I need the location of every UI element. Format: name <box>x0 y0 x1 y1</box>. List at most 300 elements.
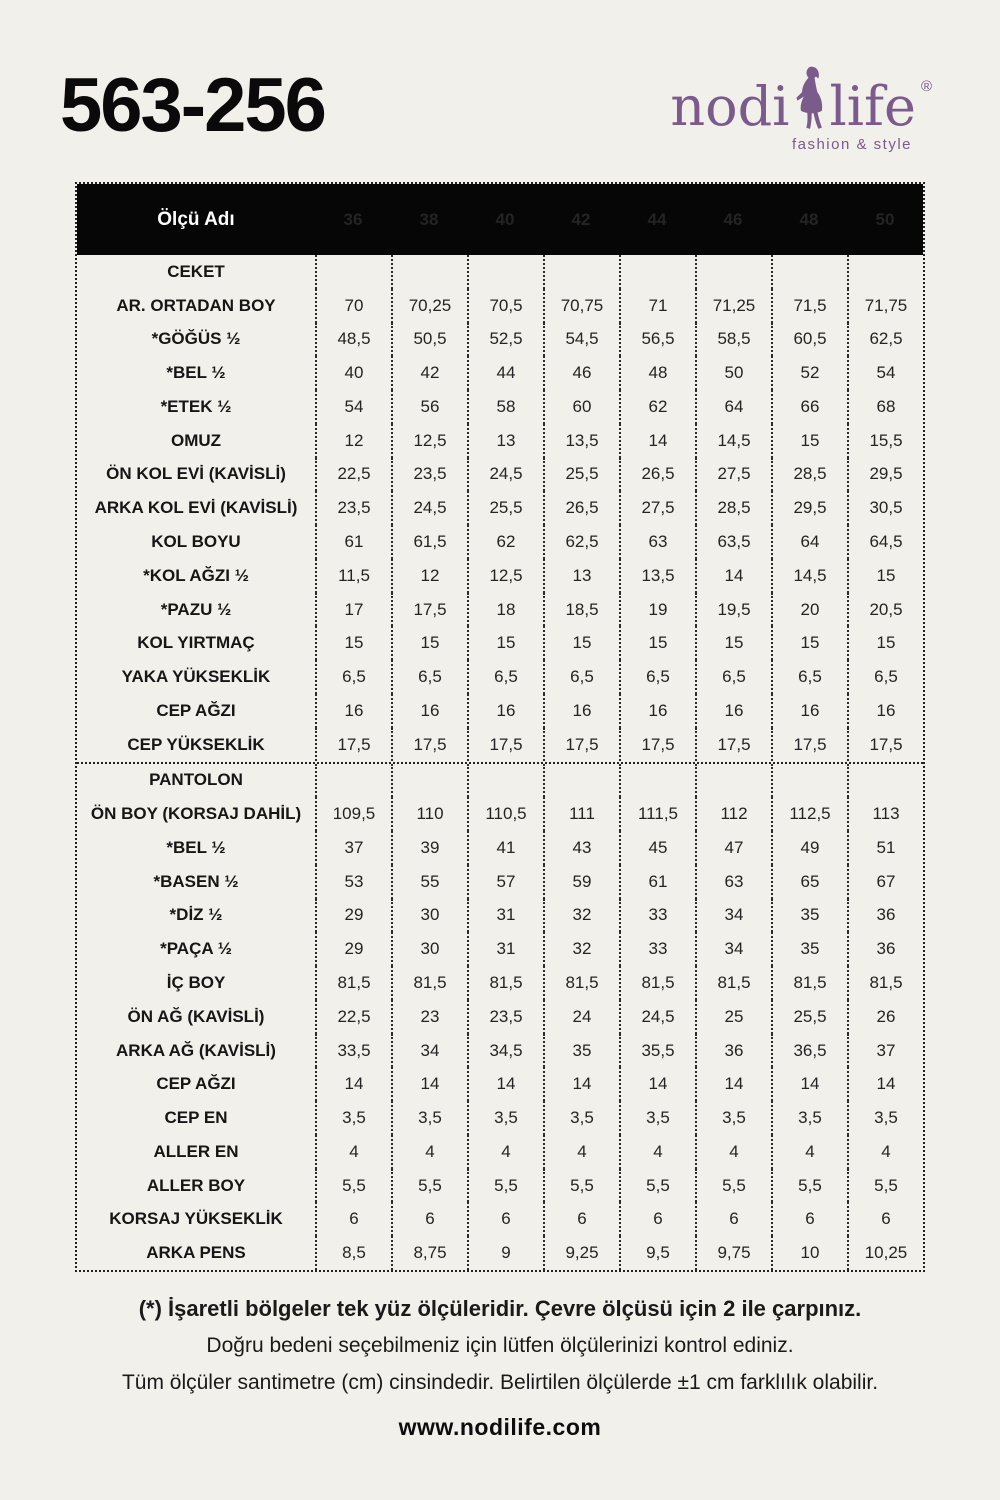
empty-cell <box>847 255 923 289</box>
cell-value: 81,5 <box>315 966 391 1000</box>
cell-value: 53 <box>315 865 391 899</box>
row-label: ARKA AĞ (KAVİSLİ) <box>116 1040 276 1060</box>
cell-value: 3,5 <box>391 1101 467 1135</box>
cell-value: 46 <box>543 356 619 390</box>
cell-value: 25,5 <box>467 491 543 525</box>
row-label: *BASEN ½ <box>153 871 239 891</box>
table-row <box>77 626 923 660</box>
empty-cell <box>543 764 619 798</box>
cell-value: 17,5 <box>619 728 695 762</box>
cell-value: 34 <box>391 1034 467 1068</box>
cell-value: 15,5 <box>847 424 923 458</box>
cell-value: 6 <box>771 1202 847 1236</box>
cell-value: 110,5 <box>467 797 543 831</box>
cell-value: 14 <box>619 424 695 458</box>
cell-value: 35 <box>771 932 847 966</box>
cell-value: 6,5 <box>619 660 695 694</box>
cell-value: 17,5 <box>315 728 391 762</box>
cell-value: 4 <box>847 1135 923 1169</box>
cell-value: 17,5 <box>847 728 923 762</box>
cell-value: 12,5 <box>467 559 543 593</box>
cell-value: 36 <box>695 1034 771 1068</box>
row-label: CEP AĞZI <box>156 700 236 720</box>
cell-value: 111 <box>543 797 619 831</box>
cell-value: 14 <box>847 1067 923 1101</box>
cell-value: 55 <box>391 865 467 899</box>
table-header <box>77 184 923 255</box>
row-label: CEP EN <box>164 1108 228 1128</box>
cell-value: 26,5 <box>619 458 695 492</box>
cell-value: 15 <box>391 626 467 660</box>
cell-value: 56 <box>391 390 467 424</box>
cell-value: 6,5 <box>391 660 467 694</box>
cell-value: 6,5 <box>543 660 619 694</box>
cell-value: 71,25 <box>695 289 771 323</box>
cell-value: 29,5 <box>771 491 847 525</box>
cell-value: 30 <box>391 899 467 933</box>
cell-value: 23,5 <box>467 1000 543 1034</box>
cell-value: 112 <box>695 797 771 831</box>
cell-value: 28,5 <box>771 458 847 492</box>
row-label: KOL BOYU <box>151 532 241 551</box>
cell-value: 14 <box>543 1067 619 1101</box>
cell-value: 44 <box>467 356 543 390</box>
empty-cell <box>391 764 467 798</box>
cell-value: 32 <box>543 932 619 966</box>
cell-value: 6 <box>467 1202 543 1236</box>
cell-value: 42 <box>391 356 467 390</box>
cell-value: 52,5 <box>467 323 543 357</box>
cell-value: 31 <box>467 932 543 966</box>
section-title-row <box>77 255 923 289</box>
empty-cell <box>619 764 695 798</box>
table-row <box>77 660 923 694</box>
cell-value: 35,5 <box>619 1034 695 1068</box>
cell-value: 62,5 <box>543 525 619 559</box>
cell-value: 16 <box>771 694 847 728</box>
cell-value: 4 <box>619 1135 695 1169</box>
table-row <box>77 559 923 593</box>
cell-value: 5,5 <box>695 1169 771 1203</box>
cell-value: 81,5 <box>619 966 695 1000</box>
cell-value: 15 <box>619 626 695 660</box>
cell-value: 23 <box>391 1000 467 1034</box>
cell-value: 30 <box>391 932 467 966</box>
cell-value: 13,5 <box>619 559 695 593</box>
cell-value: 81,5 <box>543 966 619 1000</box>
cell-value: 60 <box>543 390 619 424</box>
cell-value: 3,5 <box>315 1101 391 1135</box>
table-row <box>77 1236 923 1270</box>
row-label: *KOL AĞZI ½ <box>143 565 249 585</box>
cell-value: 81,5 <box>847 966 923 1000</box>
cell-value: 4 <box>315 1135 391 1169</box>
size-column-header: 46 <box>723 209 743 229</box>
cell-value: 61 <box>315 525 391 559</box>
cell-value: 16 <box>619 694 695 728</box>
empty-cell <box>771 764 847 798</box>
cell-value: 6 <box>695 1202 771 1236</box>
cell-value: 24,5 <box>391 491 467 525</box>
cell-value: 18 <box>467 593 543 627</box>
table-row <box>77 966 923 1000</box>
cell-value: 39 <box>391 831 467 865</box>
size-column-header: 38 <box>419 209 439 229</box>
empty-cell <box>467 255 543 289</box>
cell-value: 6 <box>391 1202 467 1236</box>
cell-value: 24,5 <box>619 1000 695 1034</box>
table-row <box>77 424 923 458</box>
empty-cell <box>391 255 467 289</box>
cell-value: 68 <box>847 390 923 424</box>
cell-value: 17,5 <box>771 728 847 762</box>
cell-value: 58 <box>467 390 543 424</box>
cell-value: 3,5 <box>619 1101 695 1135</box>
cell-value: 25 <box>695 1000 771 1034</box>
cell-value: 32 <box>543 899 619 933</box>
cell-value: 20 <box>771 593 847 627</box>
table-row <box>77 491 923 525</box>
size-column-header: 42 <box>571 209 591 229</box>
cell-value: 19,5 <box>695 593 771 627</box>
cell-value: 71,75 <box>847 289 923 323</box>
row-label: ARKA KOL EVİ (KAVİSLİ) <box>94 498 298 518</box>
cell-value: 27,5 <box>695 458 771 492</box>
table-section-pantolon <box>77 762 923 1271</box>
cell-value: 64 <box>771 525 847 559</box>
row-label: CEP YÜKSEKLİK <box>127 734 265 754</box>
empty-cell <box>467 764 543 798</box>
row-label: ÖN KOL EVİ (KAVİSLİ) <box>106 464 286 484</box>
row-label: KOL YIRTMAÇ <box>137 633 255 653</box>
cell-value: 33 <box>619 932 695 966</box>
cell-value: 29,5 <box>847 458 923 492</box>
row-label: YAKA YÜKSEKLİK <box>121 667 271 687</box>
cell-value: 10,25 <box>847 1236 923 1270</box>
cell-value: 17,5 <box>695 728 771 762</box>
empty-cell <box>619 255 695 289</box>
cell-value: 47 <box>695 831 771 865</box>
empty-cell <box>771 255 847 289</box>
cell-value: 6 <box>847 1202 923 1236</box>
table-row <box>77 1034 923 1068</box>
cell-value: 67 <box>847 865 923 899</box>
cell-value: 5,5 <box>847 1169 923 1203</box>
cell-value: 59 <box>543 865 619 899</box>
row-label: ÖN BOY (KORSAJ DAHİL) <box>90 804 302 824</box>
cell-value: 81,5 <box>391 966 467 1000</box>
cell-value: 6,5 <box>695 660 771 694</box>
empty-cell <box>847 764 923 798</box>
size-column-header: 44 <box>647 209 667 229</box>
cell-value: 23,5 <box>391 458 467 492</box>
cell-value: 15 <box>315 626 391 660</box>
cell-value: 19 <box>619 593 695 627</box>
cell-value: 14 <box>619 1067 695 1101</box>
cell-value: 14 <box>695 559 771 593</box>
cell-value: 81,5 <box>771 966 847 1000</box>
cell-value: 3,5 <box>695 1101 771 1135</box>
cell-value: 6 <box>315 1202 391 1236</box>
cell-value: 54 <box>315 390 391 424</box>
cell-value: 15 <box>543 626 619 660</box>
cell-value: 29 <box>315 899 391 933</box>
cell-value: 9,5 <box>619 1236 695 1270</box>
row-label: *PAÇA ½ <box>160 939 232 959</box>
cell-value: 34 <box>695 899 771 933</box>
cell-value: 5,5 <box>771 1169 847 1203</box>
size-column-header: 40 <box>495 209 515 229</box>
cell-value: 20,5 <box>847 593 923 627</box>
cell-value: 63 <box>619 525 695 559</box>
table-row <box>77 390 923 424</box>
cell-value: 61 <box>619 865 695 899</box>
cell-value: 26 <box>847 1000 923 1034</box>
cell-value: 70,25 <box>391 289 467 323</box>
cell-value: 13 <box>543 559 619 593</box>
section-title-row <box>77 764 923 798</box>
cell-value: 8,5 <box>315 1236 391 1270</box>
logo-text-right: life <box>829 74 916 138</box>
cell-value: 14 <box>467 1067 543 1101</box>
cell-value: 29 <box>315 932 391 966</box>
cell-value: 81,5 <box>467 966 543 1000</box>
cell-value: 36 <box>847 899 923 933</box>
cell-value: 54,5 <box>543 323 619 357</box>
website-url: www.nodilife.com <box>398 1414 602 1440</box>
cell-value: 63 <box>695 865 771 899</box>
cell-value: 3,5 <box>543 1101 619 1135</box>
cell-value: 4 <box>695 1135 771 1169</box>
cell-value: 37 <box>315 831 391 865</box>
section-title: CEKET <box>167 261 225 281</box>
row-label: KORSAJ YÜKSEKLİK <box>109 1209 283 1229</box>
cell-value: 70,5 <box>467 289 543 323</box>
cell-value: 58,5 <box>695 323 771 357</box>
row-label: CEP AĞZI <box>156 1074 236 1094</box>
size-table <box>75 182 925 1272</box>
cell-value: 33 <box>619 899 695 933</box>
cell-value: 22,5 <box>315 1000 391 1034</box>
measure-name-column-header: Ölçü Adı <box>157 208 235 230</box>
woman-silhouette-icon <box>792 66 828 134</box>
cell-value: 41 <box>467 831 543 865</box>
cell-value: 12 <box>391 559 467 593</box>
cell-value: 14,5 <box>771 559 847 593</box>
cell-value: 5,5 <box>543 1169 619 1203</box>
cell-value: 28,5 <box>695 491 771 525</box>
cell-value: 11,5 <box>315 559 391 593</box>
empty-cell <box>695 764 771 798</box>
cell-value: 61,5 <box>391 525 467 559</box>
cell-value: 4 <box>391 1135 467 1169</box>
table-row <box>77 797 923 831</box>
logo-tagline: fashion & style <box>791 136 912 153</box>
cell-value: 16 <box>847 694 923 728</box>
size-column-header: 36 <box>343 209 363 229</box>
cell-value: 66 <box>771 390 847 424</box>
cell-value: 37 <box>847 1034 923 1068</box>
cell-value: 62,5 <box>847 323 923 357</box>
table-body <box>77 255 923 1270</box>
cell-value: 49 <box>771 831 847 865</box>
cell-value: 14 <box>771 1067 847 1101</box>
cell-value: 23,5 <box>315 491 391 525</box>
cell-value: 6,5 <box>315 660 391 694</box>
table-row <box>77 1169 923 1203</box>
cell-value: 24 <box>543 1000 619 1034</box>
cell-value: 24,5 <box>467 458 543 492</box>
cell-value: 60,5 <box>771 323 847 357</box>
cell-value: 33,5 <box>315 1034 391 1068</box>
cell-value: 13 <box>467 424 543 458</box>
row-label: ÖN AĞ (KAVİSLİ) <box>127 1006 265 1026</box>
table-row <box>77 356 923 390</box>
cell-value: 17,5 <box>467 728 543 762</box>
cell-value: 54 <box>847 356 923 390</box>
cell-value: 16 <box>467 694 543 728</box>
row-label: *DİZ ½ <box>169 905 223 925</box>
cell-value: 18,5 <box>543 593 619 627</box>
row-label: *BEL ½ <box>166 837 226 857</box>
cell-value: 40 <box>315 356 391 390</box>
cell-value: 6,5 <box>771 660 847 694</box>
cell-value: 15 <box>847 559 923 593</box>
cell-value: 62 <box>467 525 543 559</box>
cell-value: 16 <box>391 694 467 728</box>
cell-value: 15 <box>467 626 543 660</box>
cell-value: 4 <box>467 1135 543 1169</box>
cell-value: 12 <box>315 424 391 458</box>
footer-note-bold: (*) İşaretli bölgeler tek yüz ölçüleridir. Çevre ölçüsü için 2 ile çarpınız. <box>138 1296 862 1321</box>
row-label: OMUZ <box>170 430 222 450</box>
cell-value: 35 <box>543 1034 619 1068</box>
registered-trademark-icon: ® <box>920 77 932 95</box>
table-row <box>77 593 923 627</box>
cell-value: 109,5 <box>315 797 391 831</box>
cell-value: 5,5 <box>619 1169 695 1203</box>
row-label: İÇ BOY <box>166 972 226 992</box>
row-label: *GÖĞÜS ½ <box>151 329 241 349</box>
cell-value: 17,5 <box>543 728 619 762</box>
cell-value: 6,5 <box>467 660 543 694</box>
logo-text-left: nodi <box>670 74 790 138</box>
cell-value: 15 <box>771 626 847 660</box>
row-label: *BEL ½ <box>166 363 226 383</box>
cell-value: 9,25 <box>543 1236 619 1270</box>
size-column-header: 50 <box>875 209 895 229</box>
cell-value: 113 <box>847 797 923 831</box>
cell-value: 34 <box>695 932 771 966</box>
row-label: *PAZU ½ <box>160 599 232 619</box>
cell-value: 15 <box>771 424 847 458</box>
cell-value: 16 <box>315 694 391 728</box>
cell-value: 111,5 <box>619 797 695 831</box>
cell-value: 15 <box>695 626 771 660</box>
cell-value: 14,5 <box>695 424 771 458</box>
table-row <box>77 323 923 357</box>
cell-value: 17,5 <box>391 593 467 627</box>
cell-value: 51 <box>847 831 923 865</box>
table-row <box>77 831 923 865</box>
cell-value: 15 <box>847 626 923 660</box>
cell-value: 70 <box>315 289 391 323</box>
cell-value: 70,75 <box>543 289 619 323</box>
cell-value: 17 <box>315 593 391 627</box>
empty-cell <box>695 255 771 289</box>
table-row <box>77 289 923 323</box>
row-label: AR. ORTADAN BOY <box>116 295 276 315</box>
table-row <box>77 1067 923 1101</box>
cell-value: 65 <box>771 865 847 899</box>
cell-value: 71,5 <box>771 289 847 323</box>
cell-value: 63,5 <box>695 525 771 559</box>
section-title: PANTOLON <box>149 770 243 790</box>
cell-value: 25,5 <box>771 1000 847 1034</box>
table-row <box>77 458 923 492</box>
cell-value: 110 <box>391 797 467 831</box>
footer-note-line2: Doğru bedeni seçebilmeniz için lütfen ölçülerinizi kontrol ediniz. <box>206 1334 794 1357</box>
cell-value: 9 <box>467 1236 543 1270</box>
cell-value: 5,5 <box>391 1169 467 1203</box>
cell-value: 13,5 <box>543 424 619 458</box>
cell-value: 81,5 <box>695 966 771 1000</box>
empty-cell <box>543 255 619 289</box>
table-row <box>77 694 923 728</box>
table-section-ceket <box>77 255 923 762</box>
cell-value: 22,5 <box>315 458 391 492</box>
row-label: *ETEK ½ <box>160 396 232 416</box>
cell-value: 34,5 <box>467 1034 543 1068</box>
cell-value: 35 <box>771 899 847 933</box>
cell-value: 14 <box>695 1067 771 1101</box>
empty-cell <box>315 764 391 798</box>
cell-value: 25,5 <box>543 458 619 492</box>
cell-value: 17,5 <box>391 728 467 762</box>
cell-value: 48,5 <box>315 323 391 357</box>
table-row <box>77 932 923 966</box>
cell-value: 36,5 <box>771 1034 847 1068</box>
cell-value: 26,5 <box>543 491 619 525</box>
cell-value: 64,5 <box>847 525 923 559</box>
footer-notes <box>0 1290 1000 1401</box>
cell-value: 31 <box>467 899 543 933</box>
cell-value: 3,5 <box>771 1101 847 1135</box>
cell-value: 4 <box>543 1135 619 1169</box>
cell-value: 36 <box>847 932 923 966</box>
empty-cell <box>315 255 391 289</box>
cell-value: 16 <box>543 694 619 728</box>
cell-value: 14 <box>315 1067 391 1101</box>
brand-logo <box>672 66 932 153</box>
cell-value: 6 <box>619 1202 695 1236</box>
row-label: ALLER BOY <box>146 1175 246 1195</box>
cell-value: 64 <box>695 390 771 424</box>
table-row <box>77 1202 923 1236</box>
cell-value: 45 <box>619 831 695 865</box>
cell-value: 3,5 <box>847 1101 923 1135</box>
cell-value: 14 <box>391 1067 467 1101</box>
size-column-header: 48 <box>799 209 819 229</box>
cell-value: 6,5 <box>847 660 923 694</box>
table-row <box>77 1101 923 1135</box>
cell-value: 10 <box>771 1236 847 1270</box>
cell-value: 6 <box>543 1202 619 1236</box>
table-row <box>77 865 923 899</box>
cell-value: 48 <box>619 356 695 390</box>
cell-value: 12,5 <box>391 424 467 458</box>
cell-value: 43 <box>543 831 619 865</box>
